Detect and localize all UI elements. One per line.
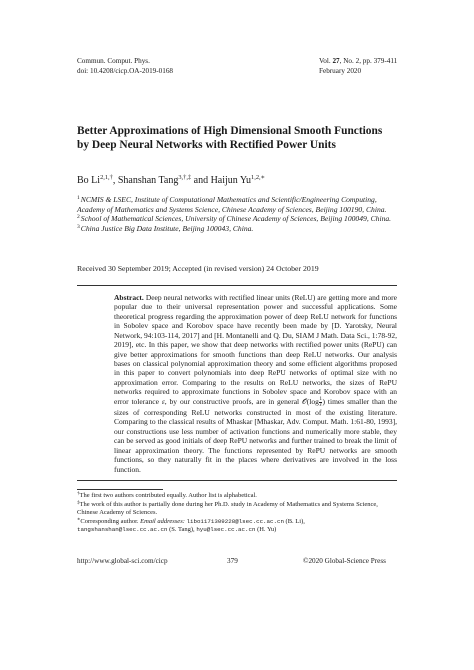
author-name: Shanshan Tang bbox=[117, 175, 179, 186]
received-dates: Received 30 September 2019; Accepted (in revised version) 24 October 2019 bbox=[77, 264, 319, 273]
journal-name: Commun. Comput. Phys. bbox=[77, 57, 150, 65]
author-affil-marks: 1,2,∗ bbox=[251, 174, 265, 181]
author-list: Bo $Li^{2,1,\dagger}$, Shanshan Tang$^{3,\dagger,\ddagger}$ and Haijun $Yu^{1,2,∗}$ bbox=[77, 174, 265, 186]
footnote-item: †The first two authors contributed equally. Author list is alphabetical. bbox=[77, 491, 257, 499]
doi[interactable]: doi: 10.4208/cicp.OA-2019-0168 bbox=[77, 66, 174, 75]
paper-title: Better Approximations of High Dimensional Smooth Functions by Deep Neural Networks with Rectified Power Units bbox=[77, 125, 383, 152]
affiliation-item: $^3$China Justice Big Data Institute, Beijing 100043, China. bbox=[77, 223, 254, 233]
affiliation-item: $^1$NCMIS & LSEC, Institute of Computational Mathematics and Scientific/Engineering Computing, Academy of Mathematics and Systems Science, Chinese Academy of Sciences, Beijing 100190, China. bbox=[77, 195, 387, 214]
email-link[interactable]: hyu@lsec.cc.ac.cn bbox=[196, 526, 256, 533]
volume-info: Vol. 27, No. 2, pp. 379-411 bbox=[319, 57, 398, 65]
footnote-item: ∗Corresponding author. Email addresses: libo1171309228@lsec.cc.ac.cn (B. Li), tangshanshan@lsec.cc.ac.cn (S. Tang), hyu@lsec.cc.ac.cn (H. Yu) bbox=[77, 517, 305, 533]
author-affil-marks: 3,†,‡ bbox=[178, 174, 192, 181]
divider bbox=[77, 480, 397, 481]
divider bbox=[77, 285, 397, 286]
big-o-expression: 𝒪(log $\frac{1}{\varepsilon}$ ) bbox=[302, 395, 326, 408]
issue-date: February 2020 bbox=[319, 66, 362, 75]
email-link[interactable]: libo1171309228@lsec.cc.ac.cn bbox=[186, 517, 284, 525]
abstract: Abstract. Deep neural networks with rectified linear units (ReLU) are getting more and more popular due to their universal representation power and successful applications. Some theoretical progress regarding the approximation power of deep ReLU network for functions in Sobolev space and Korobov space have recently been made by [D. Yarotsky, Neural Network, 94:103-114, 2017] and [H. Montanelli and Q. Du, SIAM J Math. Data Sci., 1:78-92, 2019], etc. In this paper, we show that deep networks with rectified power units (RePU) can give better approximations for smooth functions than deep ReLU networks. Our analysis bases on classical polynomial approximation theory and some efficient algorithms proposed in this paper to convert polynomials into deep RePU networks of optimal size with no approximation error. Comparing to the results on ReLU networks, the sizes of RePU networks required to approximate functions in Sobolev space and Korobov space with an error tolerance ε, by our constructive proofs, are in general 𝒪(log $\frac{1}{\varepsilon}$ ) times smaller than the sizes of corresponding ReLU networks constructed in most of the existing literature. Comparing to the classical results of Mhaskar [Mhaskar, Adv. Comput. Math. 1:61-80, 1993], our constructions use less number of activation functions and numerically more stable, they can be served as good initials of deep RePU networks and further trained to break the limit of linear approximation theory. The functions represented by RePU networks are smooth functions, so they naturally fit in the places where derivatives are involved in the loss function. bbox=[114, 293, 397, 474]
affiliations bbox=[77, 195, 399, 233]
footnotes bbox=[77, 492, 399, 535]
author-name: Bo Li bbox=[77, 175, 101, 186]
running-header-right bbox=[319, 57, 397, 76]
copyright: ©2020 Global-Science Press bbox=[303, 557, 386, 565]
affiliation-item: $^2$School of Mathematical Sciences, University of Chinese Academy of Sciences, Beijing 100049, China. bbox=[77, 214, 392, 223]
footnote-item: ‡The work of this author is partially done during her Ph.D. study in Academy of Mathematics and Systems Science, Chinese Academy of Sciences. bbox=[77, 500, 378, 516]
email-link[interactable]: tangshanshan@lsec.cc.ac.cn bbox=[77, 526, 168, 533]
footnote-rule bbox=[77, 489, 163, 490]
journal-url[interactable]: http://www.global-sci.com/cicp bbox=[77, 557, 168, 565]
page-number: 379 bbox=[227, 557, 238, 565]
author-name: Haijun Yu bbox=[210, 175, 252, 186]
abstract-label: Abstract. bbox=[114, 293, 144, 302]
running-header-left bbox=[77, 57, 173, 76]
author-affil-marks: 2,1,† bbox=[100, 174, 113, 181]
